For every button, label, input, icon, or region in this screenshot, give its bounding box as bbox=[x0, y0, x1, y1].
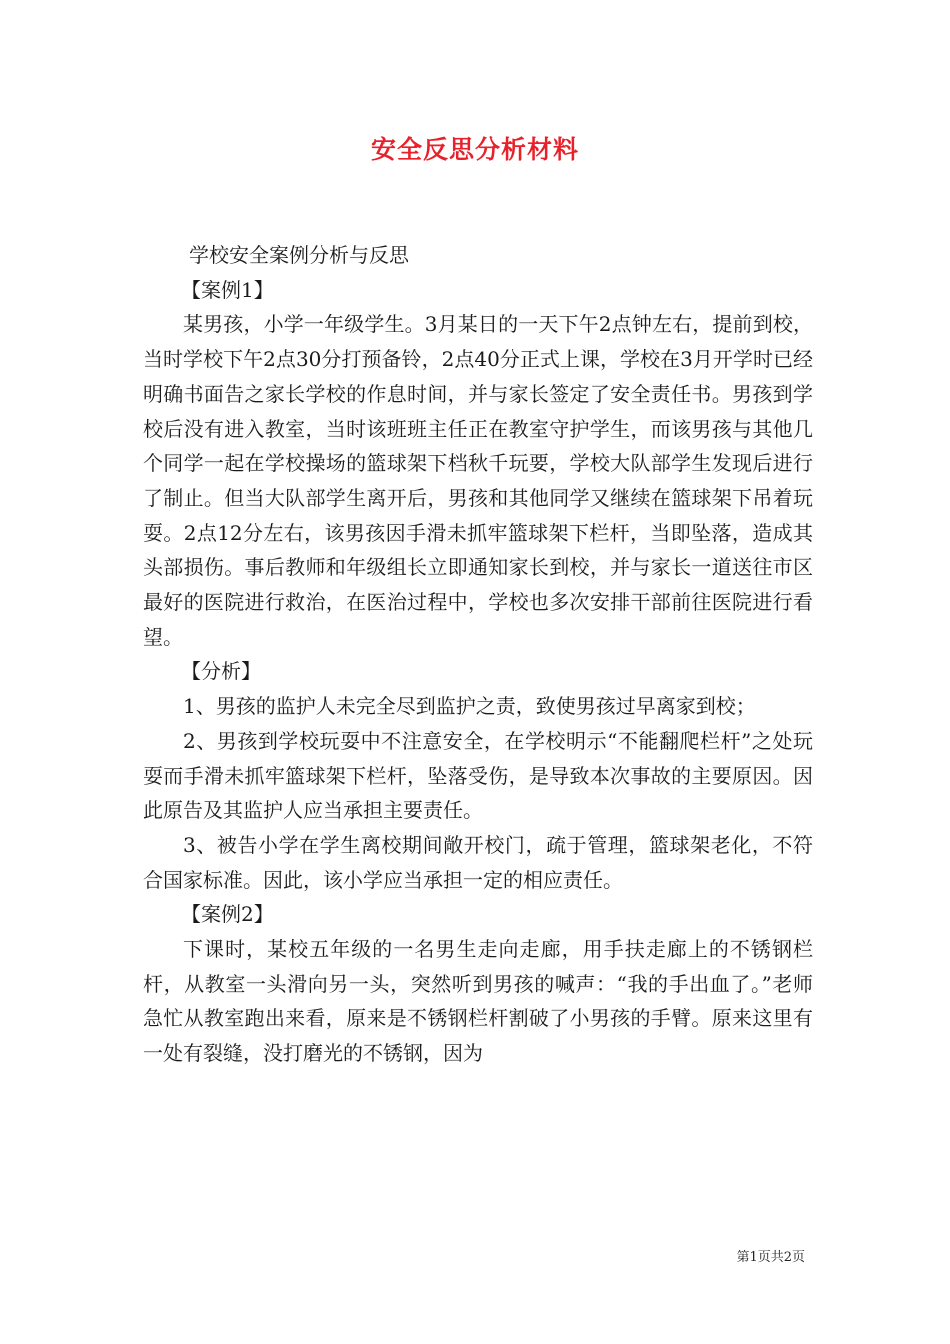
analysis-item: 3、被告小学在学生离校期间敞开校门，疏于管理，篮球架老化，不符合国家标准。因此，该小学应当承担一定的相应责任。 bbox=[143, 832, 813, 892]
case1-heading: 【案例1】 bbox=[181, 277, 274, 302]
case2-heading: 【案例2】 bbox=[181, 902, 274, 927]
case1-paragraph: 某男孩，小学一年级学生。3月某日的一天下午2点钟左右，提前到校，当时学校下午2点30分打预备铃，2点40分正式上课，学校在3月开学时已经明确书面告之家长学校的作息时间，并与家长签定了安全责任书。男孩到学校后没有进入教室，当时该班班主任正在教室守护学生，而该男孩与其他几个同学一起在学校操场的篮球架下档秋千玩要，学校大队部学生发现后进行了制止。但当大队部学生离开后，男孩和其他同学又继续在篮球架下吊着玩耍。2点12分左右，该男孩因手滑未抓牢篮球架下栏杆，当即坠落，造成其头部损伤。事后教师和年级组长立即通知家长到校，并与家长一道送往市区最好的医院进行救治，在医治过程中，学校也多次安排干部前往医院进行看望。 bbox=[143, 312, 813, 649]
page-number: 第1页共2页 bbox=[736, 1250, 805, 1265]
analysis-item: 2、男孩到学校玩耍中不注意安全，在学校明示“不能翻爬栏杆”之处玩耍而手滑未抓牢篮球架下栏杆，坠落受伤，是导致本次事故的主要原因。因此原告及其监护人应当承担主要责任。 bbox=[143, 728, 813, 823]
document-body bbox=[143, 238, 813, 1071]
analysis-heading: 【分析】 bbox=[181, 659, 261, 684]
analysis-item: 1、男孩的监护人未完全尽到监护之责，致使男孩过早离家到校； bbox=[183, 694, 756, 719]
document-title: 安全反思分析材料 bbox=[370, 135, 579, 164]
case2-paragraph: 下课时，某校五年级的一名男生走向走廊，用手扶走廊上的不锈钢栏杆，从教室一头滑向另一头，突然听到男孩的喊声：“我的手出血了。”老师急忙从教室跑出来看，原来是不锈钢栏杆割破了小男孩的手臂。原来这里有一处有裂缝，没打磨光的不锈钢，因为 bbox=[143, 937, 813, 1066]
document-subtitle: 学校安全案例分析与反思 bbox=[189, 243, 409, 267]
